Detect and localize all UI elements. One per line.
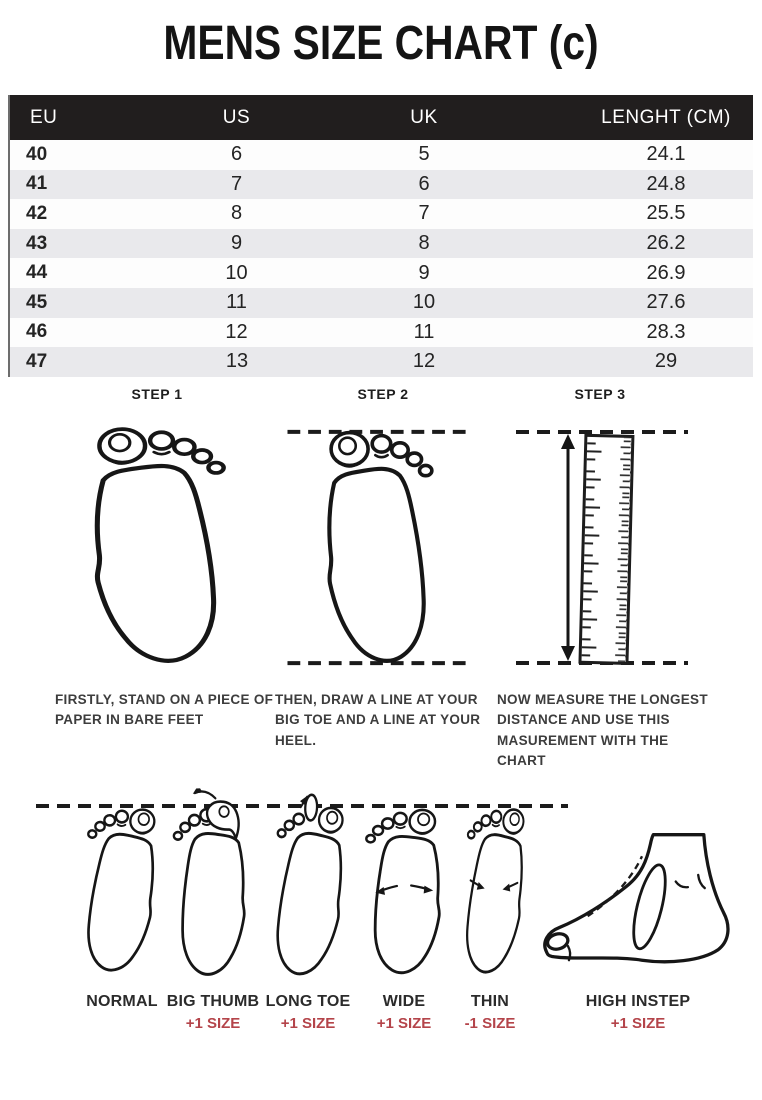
size-adjustment-long-toe: +1 SIZE bbox=[280, 1015, 336, 1032]
cell-us: 8 bbox=[149, 199, 325, 229]
table-row bbox=[9, 288, 753, 318]
step1-description: FIRSTLY, STAND ON A PIECE OF PAPER IN BARE FEET bbox=[55, 692, 274, 728]
foot-type-label-normal: NORMAL bbox=[86, 993, 158, 1010]
table-row bbox=[9, 140, 753, 170]
foot-thin-icon bbox=[447, 800, 540, 984]
col-header-length: LENGHT (CM) bbox=[523, 95, 753, 140]
table-row bbox=[9, 170, 753, 200]
size-adjustment-thin: -1 SIZE bbox=[464, 1015, 516, 1032]
foot-type-label-big-thumb: BIG THUMB bbox=[166, 993, 260, 1010]
foot-type-label-long-toe: LONG TOE bbox=[265, 993, 351, 1010]
cell-length: 26.2 bbox=[523, 229, 753, 259]
step1-label: STEP 1 bbox=[131, 386, 183, 402]
cell-length: 27.6 bbox=[523, 288, 753, 318]
cell-us: 7 bbox=[149, 170, 325, 200]
foot-between-measure-lines-icon bbox=[283, 424, 475, 670]
cell-us: 9 bbox=[149, 229, 325, 259]
cell-uk: 7 bbox=[325, 199, 523, 229]
cell-eu: 43 bbox=[9, 229, 149, 259]
size-adjustment-big-thumb: +1 SIZE bbox=[185, 1015, 241, 1032]
step2-label: STEP 2 bbox=[357, 386, 409, 402]
cell-length: 26.9 bbox=[523, 258, 753, 288]
foot-type-label-wide: WIDE bbox=[382, 993, 426, 1010]
table-row bbox=[9, 258, 753, 288]
cell-uk: 10 bbox=[325, 288, 523, 318]
cell-length: 25.5 bbox=[523, 199, 753, 229]
table-row bbox=[9, 229, 753, 259]
cell-uk: 12 bbox=[325, 347, 523, 377]
foot-type-label-high-instep: HIGH INSTEP bbox=[585, 993, 691, 1010]
foot-big-thumb-icon bbox=[157, 786, 266, 985]
col-header-us: US bbox=[149, 95, 325, 140]
cell-eu: 42 bbox=[9, 199, 149, 229]
cell-us: 10 bbox=[149, 258, 325, 288]
table-row bbox=[9, 347, 753, 377]
cell-length: 28.3 bbox=[523, 318, 753, 348]
table-row bbox=[9, 318, 753, 348]
cell-eu: 40 bbox=[9, 140, 149, 170]
table-header-row bbox=[9, 95, 753, 140]
cell-us: 6 bbox=[149, 140, 325, 170]
cell-us: 12 bbox=[149, 318, 325, 348]
cell-length: 24.8 bbox=[523, 170, 753, 200]
foot-wide-icon bbox=[349, 802, 461, 984]
col-header-uk: UK bbox=[325, 95, 523, 140]
foot-type-label-thin: THIN bbox=[470, 993, 510, 1010]
page-title: MENS SIZE CHART (c) bbox=[163, 17, 599, 70]
cell-length: 24.1 bbox=[523, 140, 753, 170]
cell-us: 11 bbox=[149, 288, 325, 318]
ruler-with-arrow-icon bbox=[512, 424, 692, 670]
table-row bbox=[9, 199, 753, 229]
cell-uk: 5 bbox=[325, 140, 523, 170]
cell-uk: 9 bbox=[325, 258, 523, 288]
cell-eu: 45 bbox=[9, 288, 149, 318]
foot-long-toe-icon bbox=[255, 786, 363, 987]
cell-eu: 41 bbox=[9, 170, 149, 200]
cell-eu: 46 bbox=[9, 318, 149, 348]
step2-description: THEN, DRAW A LINE AT YOUR BIG TOE AND A LINE AT YOUR HEEL. bbox=[275, 692, 481, 748]
size-chart-table bbox=[8, 95, 754, 377]
cell-uk: 11 bbox=[325, 318, 523, 348]
cell-length: 29 bbox=[523, 347, 753, 377]
cell-us: 13 bbox=[149, 347, 325, 377]
cell-eu: 44 bbox=[9, 258, 149, 288]
size-adjustment-wide: +1 SIZE bbox=[376, 1015, 432, 1032]
col-header-eu: EU bbox=[9, 95, 149, 140]
size-adjustment-high-instep: +1 SIZE bbox=[610, 1015, 666, 1032]
foot-outline-icon bbox=[88, 426, 230, 666]
foot-high-instep-icon bbox=[538, 830, 746, 978]
cell-eu: 47 bbox=[9, 347, 149, 377]
cell-uk: 8 bbox=[325, 229, 523, 259]
step3-description: NOW MEASURE THE LONGEST DISTANCE AND USE THIS MASUREMENT WITH THE CHART bbox=[497, 692, 708, 768]
step3-label: STEP 3 bbox=[574, 386, 626, 402]
cell-uk: 6 bbox=[325, 170, 523, 200]
